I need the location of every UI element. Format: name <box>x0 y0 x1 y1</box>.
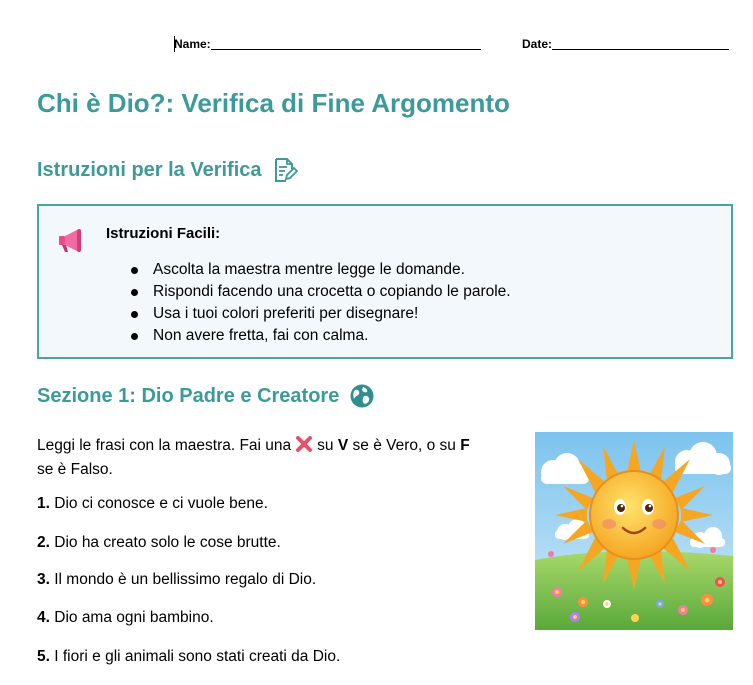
question-text: Dio ha creato solo le cose brutte. <box>54 534 281 551</box>
list-item: Ascolta la maestra mentre legge le domande. <box>131 259 511 281</box>
true-letter: V <box>337 437 349 454</box>
instructions-list <box>131 259 511 347</box>
question-text: Il mondo è un bellissimo regalo di Dio. <box>54 571 317 588</box>
date-field[interactable] <box>522 37 729 51</box>
name-line[interactable] <box>211 49 481 50</box>
question-item <box>37 571 316 589</box>
intro-text: se è Falso. <box>37 461 113 478</box>
question-item <box>37 495 268 513</box>
box-title: Istruzioni Facili: <box>106 225 221 242</box>
cross-mark-icon <box>295 435 313 453</box>
question-number: 4. <box>37 609 50 626</box>
question-number: 5. <box>37 648 50 665</box>
name-label: Name: <box>174 37 211 51</box>
false-letter: F <box>460 437 470 454</box>
list-item: Non avere fretta, fai con calma. <box>131 325 511 347</box>
question-item <box>37 609 214 627</box>
question-number: 3. <box>37 571 50 588</box>
question-text: Dio ama ogni bambino. <box>54 609 214 626</box>
question-item <box>37 534 281 552</box>
page-title: Chi è Dio?: Verifica di Fine Argomento <box>37 88 510 118</box>
question-number: 1. <box>37 495 50 512</box>
section1-heading <box>37 383 375 409</box>
list-item: Rispondi facendo una crocetta o copiando le parole. <box>131 281 511 303</box>
globe-icon <box>349 383 375 409</box>
date-line[interactable] <box>552 49 729 50</box>
name-field[interactable] <box>174 37 481 51</box>
section1-intro <box>37 434 517 482</box>
intro-text: Leggi le frasi con la maestra. Fai una <box>37 437 292 454</box>
question-text: Dio ci conosce e ci vuole bene. <box>54 495 268 512</box>
question-text: I fiori e gli animali sono stati creati da Dio. <box>54 648 341 665</box>
instructions-box <box>37 204 733 359</box>
question-number: 2. <box>37 534 50 551</box>
megaphone-icon <box>57 226 85 254</box>
date-label: Date: <box>522 37 553 51</box>
list-item: Usa i tuoi colori preferiti per disegnare! <box>131 303 511 325</box>
instructions-heading-text: Istruzioni per la Verifica <box>37 158 262 181</box>
question-item <box>37 648 340 666</box>
intro-text: su <box>317 437 334 454</box>
instructions-heading <box>37 157 298 183</box>
edit-document-icon <box>272 157 298 183</box>
sun-meadow-illustration <box>535 432 733 630</box>
intro-text: se è Vero, o su <box>352 437 456 454</box>
section1-heading-text: Sezione 1: Dio Padre e Creatore <box>37 384 340 407</box>
